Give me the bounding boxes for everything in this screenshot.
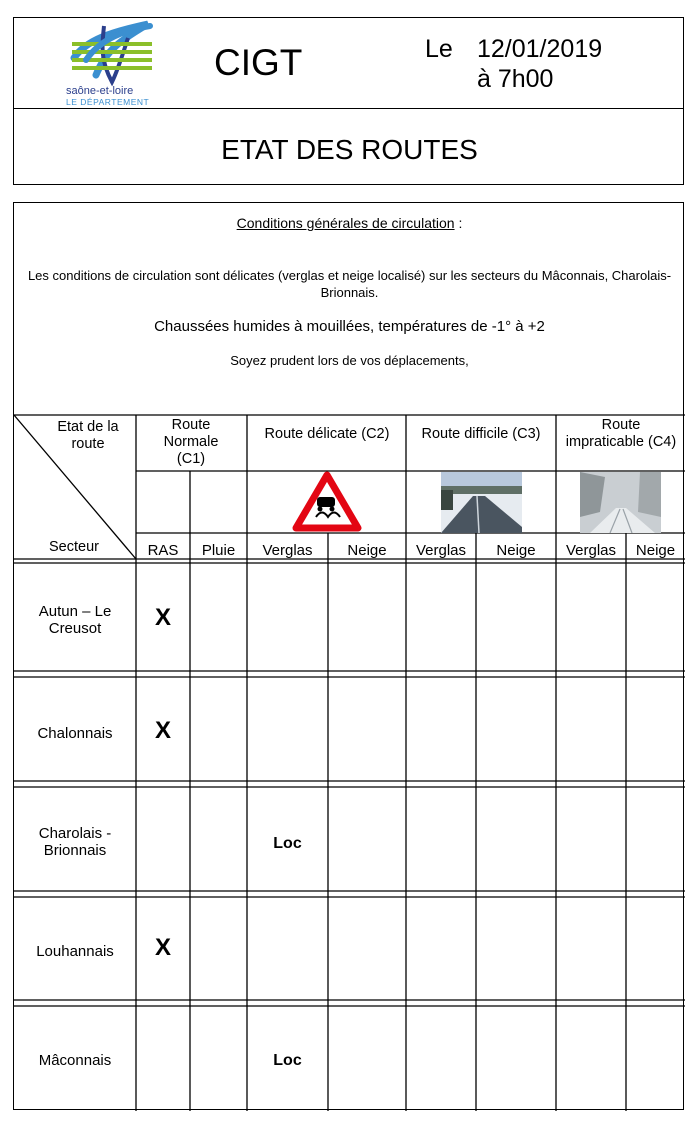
snowy-road-photo — [441, 472, 522, 533]
subcol-c3-verglas: Verglas — [415, 542, 467, 559]
report-date: 12/01/2019 — [477, 35, 603, 63]
corner-label-sector: Secteur — [49, 539, 99, 555]
subcol-c2-verglas: Verglas — [262, 542, 313, 559]
category-header-c2: Route délicate (C2) — [264, 426, 390, 442]
category-header-c4: Route impraticable (C4) — [565, 417, 677, 450]
logo-text: saône-et-loire — [66, 85, 134, 97]
snow-blocked-road-photo — [580, 472, 661, 533]
subcol-c1-pluie: Pluie — [201, 542, 236, 559]
row-charolais-verglas-mark: Loc — [273, 835, 302, 852]
header-divider — [14, 108, 683, 109]
department-logo — [66, 20, 156, 90]
document-title: ETAT DES ROUTES — [221, 134, 478, 165]
date-prefix: Le — [425, 35, 453, 63]
subcol-c2-neige: Neige — [347, 542, 387, 559]
header-box — [13, 17, 684, 185]
row-maconnais-verglas-mark: Loc — [273, 1052, 302, 1069]
subcol-c1-ras: RAS — [147, 542, 179, 559]
category-header-c1: Route Normale (C1) — [163, 417, 219, 467]
row-sector-louhannais: Louhannais — [36, 943, 114, 960]
conditions-line-2: Chaussées humides à mouillées, températures de -1° à +2 — [154, 318, 545, 335]
conditions-heading-colon: : — [454, 215, 463, 231]
organization-name: CIGT — [214, 42, 303, 83]
row-sector-maconnais: Mâconnais — [38, 1052, 112, 1069]
corner-label-state: Etat de la route — [57, 419, 119, 452]
subcol-c4-verglas: Verglas — [565, 542, 617, 559]
logo-subtext: LE DÉPARTEMENT — [66, 97, 150, 107]
report-time: à 7h00 — [477, 65, 554, 93]
row-autun-ras-mark: X — [154, 604, 171, 631]
row-sector-chalonnais: Chalonnais — [37, 725, 113, 742]
table-grid — [14, 203, 685, 1111]
subcol-c3-neige: Neige — [496, 542, 536, 559]
row-sector-autun: Autun – Le Creusot — [38, 603, 112, 637]
slippery-road-warning-icon — [292, 471, 362, 533]
logo-graphic-icon — [66, 20, 156, 90]
subcol-c4-neige: Neige — [635, 542, 676, 559]
category-header-c3: Route difficile (C3) — [421, 426, 541, 442]
conditions-box — [13, 202, 684, 1110]
conditions-line-3: Soyez prudent lors de vos déplacements, — [230, 353, 469, 368]
row-chalonnais-ras-mark: X — [154, 717, 171, 744]
row-louhannais-ras-mark: X — [154, 934, 171, 961]
conditions-heading-text: Conditions générales de circulation — [236, 215, 455, 231]
conditions-line-1: Les conditions de circulation sont délicates (verglas et neige localisé) sur les secteurs du Mâconnais, Charolais-Brionnais. — [27, 268, 672, 300]
row-sector-charolais: Charolais - Brionnais — [38, 825, 112, 859]
